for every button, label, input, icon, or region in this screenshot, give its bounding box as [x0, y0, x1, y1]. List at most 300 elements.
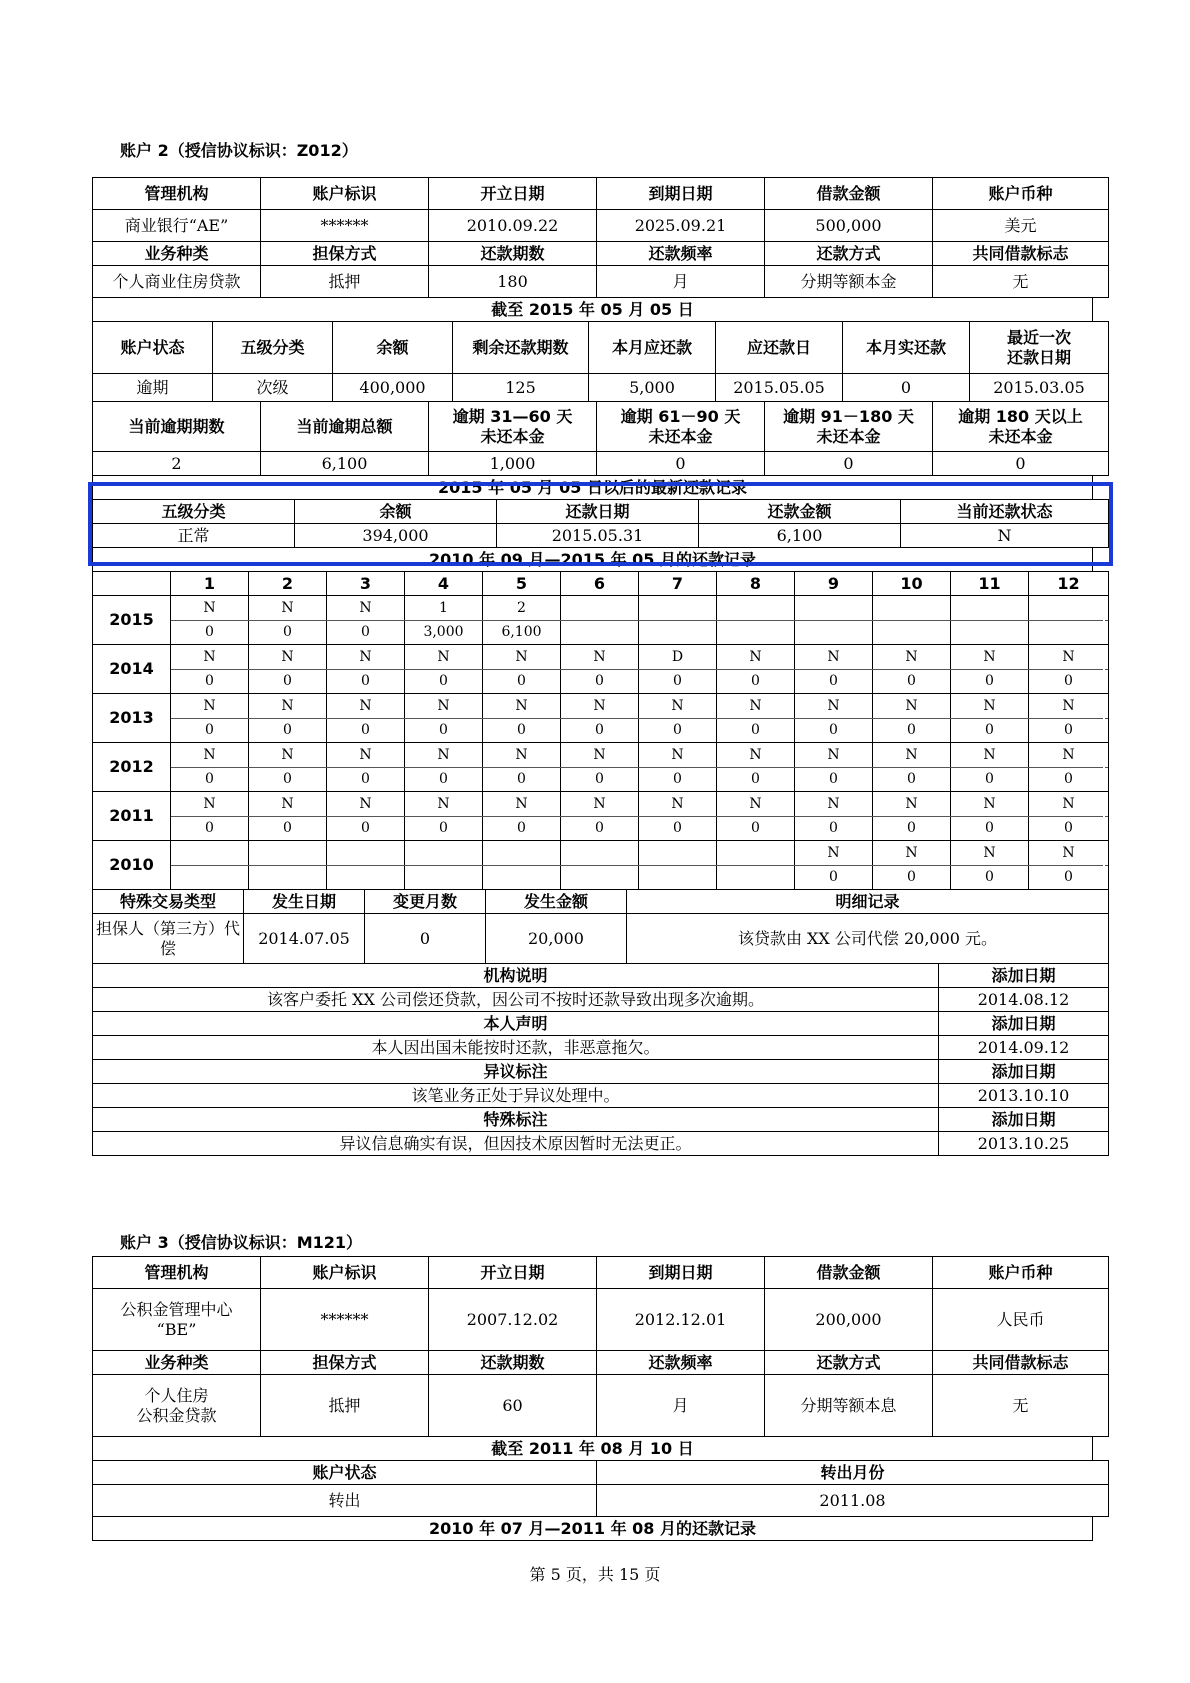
- status-cell: 1: [405, 596, 483, 621]
- status-cell: [1029, 596, 1109, 621]
- value-cell: 2015.05.05: [716, 374, 843, 402]
- amount-cell: 0: [717, 670, 795, 694]
- amount-cell: 0: [795, 768, 873, 792]
- amount-cell: 0: [639, 670, 717, 694]
- status-cell: [795, 596, 873, 621]
- status-cell: N: [327, 792, 405, 817]
- note-text: 该客户委托 XX 公司偿还贷款，因公司不按时还款导致出现多次逾期。: [93, 988, 939, 1012]
- status-cell: N: [795, 743, 873, 768]
- status-cell: N: [639, 743, 717, 768]
- status-cell: N: [795, 792, 873, 817]
- amount-cell: 0: [1029, 866, 1109, 890]
- status-cell: N: [717, 792, 795, 817]
- status-header-row: [93, 1461, 1109, 1485]
- note-text: 本人因出国未能按时还款，非恶意拖欠。: [93, 1036, 939, 1060]
- header-cell: 业务种类: [93, 242, 261, 266]
- amount-cell: 0: [1029, 670, 1109, 694]
- year-cell: 2010: [93, 841, 171, 890]
- year-header: [93, 572, 171, 596]
- note-value-row: [93, 1036, 1109, 1060]
- amount-cell: 0: [951, 719, 1029, 743]
- amount-cell: 0: [639, 817, 717, 841]
- history-status-row: [93, 743, 1109, 768]
- history-amount-row: [93, 670, 1109, 694]
- amount-cell: 0: [873, 817, 951, 841]
- value-cell: 2025.09.21: [597, 210, 765, 242]
- history-status-row: [93, 596, 1109, 621]
- note-title: 特殊标注: [93, 1108, 939, 1132]
- value-cell: 2015.03.05: [970, 374, 1109, 402]
- amount-cell: [873, 621, 951, 645]
- value-cell: 180: [429, 266, 597, 298]
- value-cell: 2007.12.02: [429, 1289, 597, 1351]
- latest-header-row: [93, 500, 1109, 524]
- value-cell: 美元: [933, 210, 1109, 242]
- status-value-row: [93, 1485, 1109, 1517]
- header-cell: 账户标识: [261, 178, 429, 210]
- note-title: 本人声明: [93, 1012, 939, 1036]
- header-cell: 还款日期: [497, 500, 699, 524]
- history-status-row: [93, 792, 1109, 817]
- value-cell: 2015.05.31: [497, 524, 699, 548]
- value-cell: ******: [261, 210, 429, 242]
- status-cell: N: [249, 596, 327, 621]
- overdue-header-row: [93, 402, 1109, 452]
- amount-cell: 0: [717, 719, 795, 743]
- month-header: 9: [795, 572, 873, 596]
- status-cell: N: [717, 694, 795, 719]
- header-cell: 逾期 31—60 天 未还本金: [429, 402, 597, 452]
- amount-cell: 0: [639, 719, 717, 743]
- amount-cell: 0: [483, 817, 561, 841]
- amount-cell: [717, 621, 795, 645]
- amount-cell: 0: [795, 719, 873, 743]
- asof-title: 截至 2015 年 05 月 05 日: [93, 298, 1093, 322]
- status-cell: N: [171, 792, 249, 817]
- value-cell: 担保人（第三方）代偿: [93, 914, 244, 964]
- status-cell: 2: [483, 596, 561, 621]
- header-cell: 当前逾期期数: [93, 402, 261, 452]
- amount-cell: 0: [795, 817, 873, 841]
- amount-cell: [951, 621, 1029, 645]
- year-cell: 2012: [93, 743, 171, 792]
- value-cell: 1,000: [429, 452, 597, 476]
- status-cell: [717, 596, 795, 621]
- month-header: 7: [639, 572, 717, 596]
- amount-cell: [483, 866, 561, 890]
- value-cell: 无: [933, 266, 1109, 298]
- header-cell: 应还款日: [716, 322, 843, 374]
- account3-table: [92, 1256, 1109, 1541]
- status-cell: N: [405, 645, 483, 670]
- value-cell: 次级: [213, 374, 333, 402]
- special-value-row: [93, 914, 1109, 964]
- status-cell: N: [795, 645, 873, 670]
- amount-cell: 0: [327, 768, 405, 792]
- page-footer: 第 5 页，共 15 页: [529, 1565, 661, 1584]
- amount-cell: 0: [1029, 817, 1109, 841]
- value-cell: 该贷款由 XX 公司代偿 20,000 元。: [627, 914, 1109, 964]
- history-title: 2010 年 07 月—2011 年 08 月的还款记录: [93, 1517, 1093, 1541]
- header-cell: 开立日期: [429, 178, 597, 210]
- status-cell: N: [171, 743, 249, 768]
- amount-cell: 0: [561, 719, 639, 743]
- value-cell: 分期等额本息: [765, 1375, 933, 1437]
- value-cell: 60: [429, 1375, 597, 1437]
- amount-cell: [561, 621, 639, 645]
- header-cell: 账户币种: [933, 178, 1109, 210]
- history-status-row: [93, 694, 1109, 719]
- year-cell: 2014: [93, 645, 171, 694]
- value-cell: 125: [453, 374, 589, 402]
- value-cell: 公积金管理中心 “BE”: [93, 1289, 261, 1351]
- header-cell: 当前还款状态: [901, 500, 1109, 524]
- header-cell: 还款金额: [699, 500, 901, 524]
- asof-row: [93, 1437, 1109, 1461]
- biz-value-row: [93, 1375, 1109, 1437]
- amount-cell: [249, 866, 327, 890]
- amount-cell: 0: [171, 670, 249, 694]
- value-cell: 分期等额本金: [765, 266, 933, 298]
- status-cell: [327, 841, 405, 866]
- amount-cell: 0: [483, 719, 561, 743]
- value-cell: 0: [365, 914, 486, 964]
- header-cell: 账户状态: [93, 322, 213, 374]
- value-cell: 抵押: [261, 1375, 429, 1437]
- amount-cell: [1029, 621, 1109, 645]
- status-cell: N: [171, 596, 249, 621]
- month-header: 4: [405, 572, 483, 596]
- amount-cell: 0: [171, 621, 249, 645]
- value-cell: 6,100: [699, 524, 901, 548]
- header-cell: 转出月份: [597, 1461, 1109, 1485]
- amount-cell: 0: [561, 817, 639, 841]
- history-amount-row: [93, 768, 1109, 792]
- month-header: 1: [171, 572, 249, 596]
- value-cell: 0: [933, 452, 1109, 476]
- amount-cell: 0: [483, 670, 561, 694]
- latest-title-row: [93, 476, 1109, 500]
- amount-cell: 0: [561, 768, 639, 792]
- status-cell: N: [249, 694, 327, 719]
- header-cell: 账户标识: [261, 1257, 429, 1289]
- header-cell: 发生日期: [244, 890, 365, 914]
- status-cell: [639, 596, 717, 621]
- note-title: 异议标注: [93, 1060, 939, 1084]
- header-cell: 逾期 61－90 天 未还本金: [597, 402, 765, 452]
- history-amount-row: [93, 866, 1109, 890]
- amount-cell: 0: [327, 621, 405, 645]
- asof-row: [93, 298, 1109, 322]
- value-cell: 0: [843, 374, 970, 402]
- status-cell: N: [249, 743, 327, 768]
- value-cell: 逾期: [93, 374, 213, 402]
- status-cell: N: [405, 792, 483, 817]
- status-cell: N: [1029, 841, 1109, 866]
- note-header-row: [93, 964, 1109, 988]
- account3-caption: 账户 3（授信协议标识：M121）: [120, 1233, 363, 1252]
- history-status-row: [93, 841, 1109, 866]
- month-header: 3: [327, 572, 405, 596]
- header-cell: 最近一次 还款日期: [970, 322, 1109, 374]
- note-header-row: [93, 1012, 1109, 1036]
- latest-title: 2015 年 05 月 05 日以后的最新还款记录: [93, 476, 1093, 500]
- header-cell: 五级分类: [93, 500, 295, 524]
- amount-cell: 0: [483, 768, 561, 792]
- status-cell: N: [327, 596, 405, 621]
- value-cell: 5,000: [589, 374, 716, 402]
- status-cell: N: [717, 645, 795, 670]
- value-cell: 400,000: [333, 374, 453, 402]
- status-cell: [561, 596, 639, 621]
- header-cell: 本月应还款: [589, 322, 716, 374]
- amount-cell: 0: [327, 719, 405, 743]
- status-cell: N: [717, 743, 795, 768]
- basic-value-row: [93, 210, 1109, 242]
- history-status-row: [93, 645, 1109, 670]
- header-cell: 借款金额: [765, 178, 933, 210]
- status-cell: N: [327, 694, 405, 719]
- amount-cell: 0: [249, 670, 327, 694]
- header-cell: 到期日期: [597, 178, 765, 210]
- note-date: 2013.10.25: [939, 1132, 1109, 1156]
- value-cell: ******: [261, 1289, 429, 1351]
- amount-cell: 0: [951, 768, 1029, 792]
- value-cell: 抵押: [261, 266, 429, 298]
- header-cell: 开立日期: [429, 1257, 597, 1289]
- history-title-row: [93, 548, 1109, 572]
- account2-table: [92, 177, 1109, 1156]
- status-cell: N: [327, 743, 405, 768]
- value-cell: 2011.08: [597, 1485, 1109, 1517]
- status-cell: N: [483, 743, 561, 768]
- amount-cell: 0: [873, 768, 951, 792]
- year-cell: 2011: [93, 792, 171, 841]
- amount-cell: [639, 621, 717, 645]
- biz-header-row: [93, 1351, 1109, 1375]
- status-cell: [873, 596, 951, 621]
- basic-value-row: [93, 1289, 1109, 1351]
- status-cell: N: [1029, 743, 1109, 768]
- status-cell: N: [639, 694, 717, 719]
- header-cell: 共同借款标志: [933, 242, 1109, 266]
- value-cell: 转出: [93, 1485, 597, 1517]
- value-cell: 个人住房 公积金贷款: [93, 1375, 261, 1437]
- month-header: 11: [951, 572, 1029, 596]
- header-cell: 余额: [295, 500, 497, 524]
- amount-cell: 0: [717, 768, 795, 792]
- amount-cell: 0: [171, 817, 249, 841]
- header-cell: 还款期数: [429, 1351, 597, 1375]
- year-cell: 2013: [93, 694, 171, 743]
- history-amount-row: [93, 817, 1109, 841]
- status-cell: N: [951, 792, 1029, 817]
- amount-cell: 0: [327, 670, 405, 694]
- status-cell: N: [873, 694, 951, 719]
- amount-cell: 0: [249, 719, 327, 743]
- status-cell: N: [1029, 645, 1109, 670]
- header-cell: 变更月数: [365, 890, 486, 914]
- value-cell: 0: [597, 452, 765, 476]
- header-cell: 共同借款标志: [933, 1351, 1109, 1375]
- amount-cell: 0: [327, 817, 405, 841]
- amount-cell: [561, 866, 639, 890]
- value-cell: 月: [597, 266, 765, 298]
- header-cell: 还款频率: [597, 242, 765, 266]
- status-cell: [951, 596, 1029, 621]
- basic-header-row: [93, 1257, 1109, 1289]
- note-date-label: 添加日期: [939, 1012, 1109, 1036]
- value-cell: 394,000: [295, 524, 497, 548]
- value-cell: 无: [933, 1375, 1109, 1437]
- amount-cell: 0: [249, 817, 327, 841]
- status-cell: N: [405, 694, 483, 719]
- status-cell: N: [951, 841, 1029, 866]
- amount-cell: 0: [405, 817, 483, 841]
- status-cell: N: [561, 694, 639, 719]
- asof-title: 截至 2011 年 08 月 10 日: [93, 1437, 1093, 1461]
- header-cell: 还款方式: [765, 242, 933, 266]
- history-amount-row: [93, 621, 1109, 645]
- amount-cell: 0: [873, 719, 951, 743]
- month-header: 5: [483, 572, 561, 596]
- header-cell: 账户币种: [933, 1257, 1109, 1289]
- note-text: 异议信息确实有误，但因技术原因暂时无法更正。: [93, 1132, 939, 1156]
- status-cell: N: [873, 841, 951, 866]
- status-cell: N: [483, 645, 561, 670]
- status-cell: [171, 841, 249, 866]
- note-title: 机构说明: [93, 964, 939, 988]
- note-value-row: [93, 1084, 1109, 1108]
- status-cell: N: [561, 743, 639, 768]
- header-cell: 发生金额: [486, 890, 627, 914]
- month-header: 2: [249, 572, 327, 596]
- month-header: 8: [717, 572, 795, 596]
- amount-cell: 0: [795, 670, 873, 694]
- status-cell: [483, 841, 561, 866]
- header-cell: 管理机构: [93, 1257, 261, 1289]
- status-cell: N: [561, 645, 639, 670]
- amount-cell: 0: [951, 866, 1029, 890]
- amount-cell: 6,100: [483, 621, 561, 645]
- amount-cell: [795, 621, 873, 645]
- value-cell: 2014.07.05: [244, 914, 365, 964]
- header-cell: 余额: [333, 322, 453, 374]
- note-date-label: 添加日期: [939, 1060, 1109, 1084]
- status-cell: N: [483, 694, 561, 719]
- status-cell: N: [1029, 792, 1109, 817]
- amount-cell: 0: [873, 866, 951, 890]
- status-cell: N: [951, 645, 1029, 670]
- note-header-row: [93, 1060, 1109, 1084]
- amount-cell: 0: [171, 719, 249, 743]
- account2-caption: 账户 2（授信协议标识：Z012）: [120, 141, 358, 160]
- note-date: 2014.08.12: [939, 988, 1109, 1012]
- amount-cell: 0: [639, 768, 717, 792]
- header-cell: 还款频率: [597, 1351, 765, 1375]
- header-cell: 账户状态: [93, 1461, 597, 1485]
- header-cell: 业务种类: [93, 1351, 261, 1375]
- note-date: 2013.10.10: [939, 1084, 1109, 1108]
- status-cell: N: [171, 694, 249, 719]
- note-date-label: 添加日期: [939, 964, 1109, 988]
- note-date: 2014.09.12: [939, 1036, 1109, 1060]
- header-cell: 五级分类: [213, 322, 333, 374]
- status-cell: N: [249, 645, 327, 670]
- status-cell: N: [171, 645, 249, 670]
- status-cell: [405, 841, 483, 866]
- value-cell: 500,000: [765, 210, 933, 242]
- amount-cell: 0: [717, 817, 795, 841]
- status-cell: N: [327, 645, 405, 670]
- month-header: 12: [1029, 572, 1109, 596]
- latest-value-row: [93, 524, 1109, 548]
- amount-cell: 0: [561, 670, 639, 694]
- amount-cell: 0: [1029, 768, 1109, 792]
- amount-cell: 3,000: [405, 621, 483, 645]
- amount-cell: 0: [951, 817, 1029, 841]
- biz-value-row: [93, 266, 1109, 298]
- status-cell: N: [951, 694, 1029, 719]
- value-cell: 正常: [93, 524, 295, 548]
- month-header-row: [93, 572, 1109, 596]
- month-header: 10: [873, 572, 951, 596]
- status-header-row: [93, 322, 1109, 374]
- header-cell: 当前逾期总额: [261, 402, 429, 452]
- status-cell: N: [873, 792, 951, 817]
- amount-cell: 0: [873, 670, 951, 694]
- amount-cell: [405, 866, 483, 890]
- value-cell: 0: [765, 452, 933, 476]
- header-cell: 担保方式: [261, 1351, 429, 1375]
- history-title: 2010 年 09 月—2015 年 05 月的还款记录: [93, 548, 1093, 572]
- status-cell: [561, 841, 639, 866]
- status-cell: [249, 841, 327, 866]
- amount-cell: 0: [405, 768, 483, 792]
- history-title-row: [93, 1517, 1109, 1541]
- header-cell: 借款金额: [765, 1257, 933, 1289]
- amount-cell: 0: [249, 768, 327, 792]
- status-cell: N: [873, 645, 951, 670]
- status-cell: N: [561, 792, 639, 817]
- basic-header-row: [93, 178, 1109, 210]
- header-cell: 特殊交易类型: [93, 890, 244, 914]
- status-cell: N: [249, 792, 327, 817]
- header-cell: 管理机构: [93, 178, 261, 210]
- header-cell: 到期日期: [597, 1257, 765, 1289]
- value-cell: 月: [597, 1375, 765, 1437]
- status-cell: N: [639, 792, 717, 817]
- status-cell: N: [405, 743, 483, 768]
- amount-cell: [171, 866, 249, 890]
- value-cell: 2012.12.01: [597, 1289, 765, 1351]
- value-cell: 商业银行“AE”: [93, 210, 261, 242]
- amount-cell: [717, 866, 795, 890]
- status-cell: N: [1029, 694, 1109, 719]
- note-date-label: 添加日期: [939, 1108, 1109, 1132]
- status-cell: [639, 841, 717, 866]
- header-cell: 担保方式: [261, 242, 429, 266]
- month-header: 6: [561, 572, 639, 596]
- amount-cell: 0: [951, 670, 1029, 694]
- amount-cell: 0: [249, 621, 327, 645]
- amount-cell: [327, 866, 405, 890]
- note-value-row: [93, 988, 1109, 1012]
- amount-cell: 0: [1029, 719, 1109, 743]
- header-cell: 还款方式: [765, 1351, 933, 1375]
- header-cell: 明细记录: [627, 890, 1109, 914]
- value-cell: 2: [93, 452, 261, 476]
